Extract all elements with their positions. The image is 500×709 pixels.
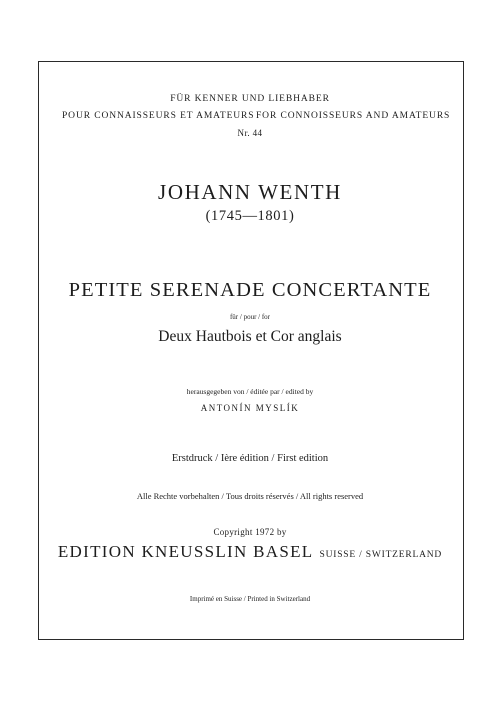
composer-years: (1745—1801) (205, 208, 295, 224)
series-line-german: FÜR KENNER UND LIEBHABER (170, 94, 330, 104)
editor-name: ANTONÍN MYSLÍK (200, 403, 300, 413)
edition-note: Erstdruck / Ière édition / First edition (171, 453, 329, 464)
series-line-french: POUR CONNAISSEURS ET AMATEURS (62, 111, 255, 121)
work-title: PETITE SERENADE CONCERTANTE (68, 279, 432, 301)
publisher-country: SUISSE / SWITZERLAND (319, 550, 443, 560)
edited-by-label: herausgegeben von / éditée par / edited by (186, 387, 314, 396)
instrumentation: Deux Hautbois et Cor anglais (158, 328, 342, 345)
series-number: Nr. 44 (237, 128, 263, 138)
series-line-english: FOR CONNOISSEURS AND AMATEURS (256, 111, 451, 121)
publisher-name: EDITION KNEUSSLIN BASEL (57, 542, 314, 561)
publisher-line (0, 542, 500, 562)
for-label: für / pour / for (229, 313, 271, 321)
copyright-notice: Copyright 1972 by (213, 527, 287, 537)
rights-notice: Alle Rechte vorbehalten / Tous droits réservés / All rights reserved (136, 491, 364, 501)
composer-name: JOHANN WENTH (158, 180, 342, 204)
printed-in-notice: Imprimé en Suisse / Printed in Switzerland (189, 595, 311, 603)
